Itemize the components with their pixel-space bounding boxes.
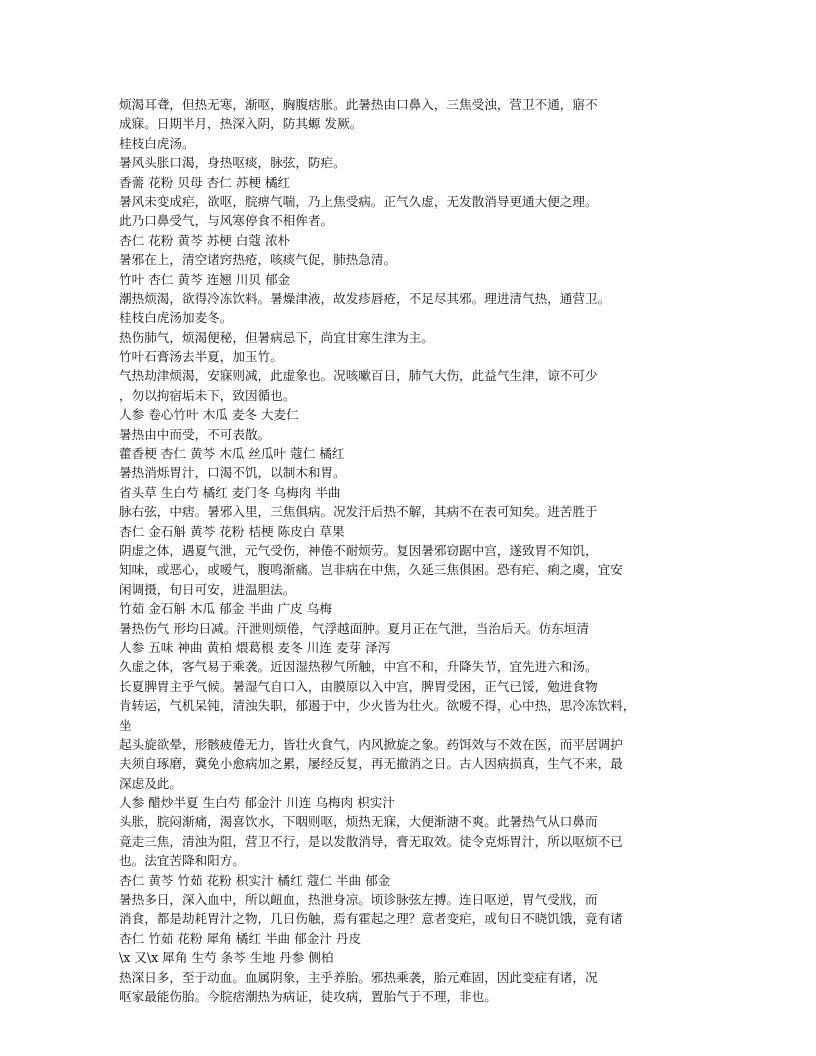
text-line: 暑热多日，深入血中，所以衄血，热泄身凉。顷诊脉弦左搏。连日呕逆，胃气受戕，而 [119,892,598,908]
text-line: 阴虚之体，遇夏气泄，元气受伤，神倦不耐烦劳。复因暑邪窃踞中宫，遂致胃不知饥， [119,542,598,558]
text-line: 杏仁 黄芩 竹茹 花粉 枳实汁 橘红 蔻仁 半曲 郁金 [119,872,391,888]
text-line: 潮热烦渴，欲得冷冻饮料。暑燥津液，故发疹唇疮，不足尽其邪。理进清气热，通营卫。 [119,290,611,306]
text-line: 知味，或恶心，或嗳气，腹鸣渐痛。岂非病在中焦，久延三焦俱困。恐有疟、痢之虞，宜安 [119,562,623,578]
text-line: 暑热伤气 形均日减。汗泄则烦倦，气浮越面肿。夏月正在气泄，当治后天。仿东垣清 [119,620,589,636]
text-line: 桂枝白虎汤。 [119,135,195,151]
text-line: 消食，都是劫耗胃汁之物，几日伤触，焉有霍起之理？意者变疟，或旬日不晓饥饿，竟有诸 [119,911,623,927]
text-line: 此乃口鼻受气，与风寒停食不相侔者。 [119,213,334,229]
text-line: ，勿以拘宿垢未下，致因循也。 [119,387,296,403]
text-line: 暑热消烁胃汁，口渴不饥，以制木和胃。 [119,465,346,481]
text-line: 香薷 花粉 贝母 杏仁 苏梗 橘红 [119,174,291,190]
text-line: 久虚之体，客气易于乘袭。近因湿热秽气所触，中宫不和，升降失节，宜先进六和汤。 [119,659,598,675]
text-line: 夫须自琢磨，冀免小愈病加之累，屡经反复，再无撤消之日。古人因病损真，生气不来，最 [119,756,623,772]
text-line: 热深日多，至于动血。血属阴象，主乎养胎。邪热乘袭，胎元难固，因此变症有诸，况 [119,969,598,985]
text-line: 也。法宜苦降和阳方。 [119,853,245,869]
text-line: 人参 卷心竹叶 木瓜 麦冬 大麦仁 [119,407,299,423]
text-line: 杏仁 花粉 黄芩 苏梗 白蔻 浓朴 [119,232,291,248]
document-page [119,95,704,1006]
text-line: 成寐。日期半月，热深入阴，防其螈 发厥。 [119,116,363,132]
text-line: \x 又\x 犀角 生芍 条芩 生地 丹参 侧柏 [119,950,334,966]
text-line: 肯转运，气机呆钝，清浊失职，郁遏于中，少火皆为壮火。欲嗳不得，心中热，思冷冻饮料， [119,698,636,714]
text-line: 省头草 生白芍 橘红 麦门冬 乌梅肉 半曲 [119,484,341,500]
text-line: 起头旋欲晕，形骸疲倦无力，皆壮火食气，内风掀旋之象。药饵效与不效在医，而平居调护 [119,736,623,752]
text-line: 桂枝白虎汤加麦冬。 [119,310,233,326]
text-line: 闲调摄，旬日可安，进温胆法。 [119,581,296,597]
text-line: 深虑及此。 [119,775,182,791]
text-line: 暑邪在上，清空诸窍热疮，咳痰气促，肺热急清。 [119,252,397,268]
text-line: 杏仁 金石斛 黄芩 花粉 桔梗 陈皮白 草果 [119,523,345,539]
text-line: 暑风头胀口渴，身热呕痰，脉弦，防疟。 [119,155,346,171]
text-line: 人参 醋炒半夏 生白芍 郁金汁 川连 乌梅肉 枳实汁 [119,795,395,811]
text-line: 杏仁 竹茹 花粉 犀角 橘红 半曲 郁金汁 丹皮 [119,930,362,946]
text-line: 竹茹 金石斛 木瓜 郁金 半曲 广皮 乌梅 [119,601,332,617]
text-line: 长夏脾胃主乎气候。暑湿气自口入，由膜原以入中宫，脾胃受困，正气已馁，勉进食物 [119,678,598,694]
text-line: 脉右弦，中痞。暑邪入里，三焦俱病。况发汗后热不解，其病不在表可知矣。进苦胜于 [119,504,598,520]
text-line: 呕家最能伤胎。今脘痞潮热为病证，徒攻病，置胎气于不理，非也。 [119,988,497,1004]
text-line: 暑风未变成疟，欲呕，脘痹气喘，乃上焦受病。正气久虚，无发散消导更通大便之理。 [119,193,598,209]
text-line: 头胀，脘闷渐痛，渴喜饮水，下咽则呕，烦热无寐，大便渐溏不爽。此暑热气从口鼻而 [119,814,598,830]
text-line: 人参 五味 神曲 黄柏 煨葛根 麦冬 川连 麦芽 泽泻 [119,639,391,655]
text-line: 气热劫津烦渴，安寐则减，此虚象也。况咳嗽百日，肺气大伤，此益气生津，谅不可少 [119,368,598,384]
text-line: 暑热由中而受，不可表散。 [119,426,271,442]
text-line: 坐 [119,717,132,733]
text-line: 竟走三焦，清浊为阻，营卫不行，是以发散消导，膏无取效。徒令克烁胃汁，所以呕烦不已 [119,833,623,849]
text-line: 竹叶石膏汤去半夏，加玉竹。 [119,349,283,365]
text-line: 热伤肺气，烦渴便秘，但暑病忌下，尚宜甘寒生津为主。 [119,329,434,345]
text-line: 竹叶 杏仁 黄芩 连翘 川贝 郁金 [119,271,291,287]
text-line: 藿香梗 杏仁 黄芩 木瓜 丝瓜叶 蔻仁 橘红 [119,446,345,462]
text-line: 烦渴耳聋，但热无寒，渐呕，胸腹痞胀。此暑热由口鼻入，三焦受浊，营卫不通，寤不 [119,97,598,112]
